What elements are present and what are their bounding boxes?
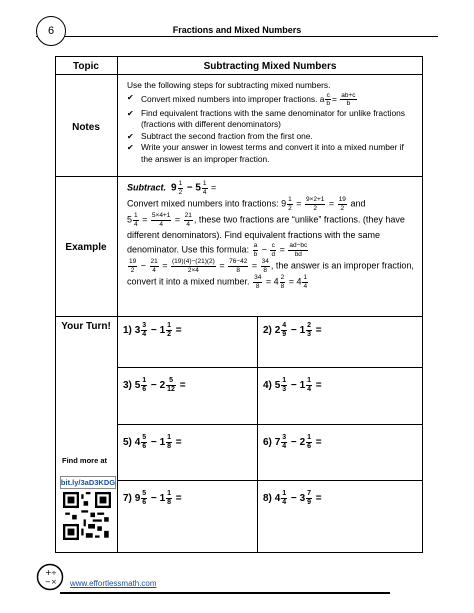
svg-text:−: −	[45, 578, 51, 586]
problem-8: 8) 4 $\frac{1}{4}$ − 3 $\frac{7}{9}$ =	[263, 490, 322, 506]
example-step: $\frac{19}{2}$ − $\frac{21}{4}$ = $\frac{(19)(4)-(21)(2)}{2\times 4}$ = $\frac{76-42}{8}$ = $\frac{34}{8}$ , the answer is an improper fraction, convert it into a mixed number. $\frac{34}{8}$ = 4 $\frac{2}{8}$ = 4 $\frac{1}{4}$	[127, 258, 414, 290]
page-title: Fractions and Mixed Numbers	[172, 25, 302, 35]
svg-text:+: +	[45, 568, 52, 577]
footer-url[interactable]: www.effortlessmath.com	[70, 579, 157, 588]
example-step: 5 $\frac{1}{4}$ = $\frac{5\times 4+1}{4}$ = $\frac{21}{4}$ , these two fractions are “unlike” fractions. (they have different denominators). Find equivalent fractions with the same denominator. Use this formula: $\frac{a}{b}$ − $\frac{c}{d}$ = $\frac{ad-bc}{bd}$	[127, 212, 405, 258]
problem-5: 5) 4 $\frac{5}{6}$ − 1 $\frac{1}{8}$ =	[123, 434, 182, 450]
example-problem: Subtract. 9 $\frac{1}{2}$ − 5 $\frac{1}{4}$ =	[127, 180, 217, 196]
example-label: Example	[65, 242, 107, 253]
problem-4: 4) 5 $\frac{1}{3}$ − 1 $\frac{1}{4}$ =	[263, 377, 322, 393]
problem-7: 7) 9 $\frac{5}{6}$ − 1 $\frac{1}{8}$ =	[123, 490, 182, 506]
notes-content	[127, 80, 417, 165]
header-rule	[36, 36, 438, 37]
problem-1: 1) 3 $\frac{3}{4}$ − 1 $\frac{1}{2}$ =	[123, 322, 182, 338]
grid-divider	[117, 367, 423, 368]
table-divider	[117, 56, 118, 553]
note-step	[127, 142, 417, 165]
check-icon: ✔	[127, 108, 134, 118]
check-icon: ✔	[127, 143, 134, 152]
svg-text:÷: ÷	[51, 569, 57, 577]
grid-divider	[117, 424, 423, 425]
example-step: Convert mixed numbers into fractions: 9 $\frac{1}{2}$ = $\frac{9\times 2+1}{2}$ = $\frac{19}{2}$ and	[127, 196, 366, 212]
note-text: Find equivalent fractions with the same denominator for unlike fractions (fractions with different denominators)	[141, 107, 405, 129]
page-number: 6	[36, 16, 66, 46]
note-text: Convert mixed numbers into improper fractions. a	[141, 93, 325, 104]
example-content	[127, 180, 417, 290]
footer-rule	[60, 592, 390, 594]
check-icon: ✔	[127, 131, 134, 141]
check-icon: ✔	[127, 92, 134, 102]
resource-link[interactable]: bit.ly/3aD3KDG	[60, 478, 116, 487]
subject-header: Subtracting Mixed Numbers	[203, 61, 337, 72]
notes-intro: Use the following steps for subtracting mixed numbers.	[127, 80, 331, 90]
notes-label: Notes	[72, 122, 100, 133]
note-text: Write your answer in lowest terms and convert it into a mixed number if the answer is an improper fraction.	[141, 142, 404, 164]
table-divider	[55, 176, 423, 177]
note-step	[127, 131, 417, 143]
problem-3: 3) 5 $\frac{1}{6}$ − 2 $\frac{5}{12}$ =	[123, 377, 186, 393]
table-divider	[55, 316, 423, 317]
find-more-text: Find more at	[62, 456, 108, 465]
qr-code	[63, 492, 111, 540]
problem-6: 6) 7 $\frac{3}{4}$ − 2 $\frac{1}{6}$ =	[263, 434, 322, 450]
problem-2: 2) 2 $\frac{4}{9}$ − 1 $\frac{2}{3}$ =	[263, 322, 322, 338]
table-divider	[55, 74, 423, 75]
svg-text:×: ×	[51, 578, 57, 586]
note-step: ✔ Convert mixed numbers into improper fractions. a $\frac{c}{b}$ = $\frac{ab+c}{b}$	[127, 91, 356, 107]
your-turn-label: Your Turn!	[61, 321, 111, 332]
note-text: Subtract the second fraction from the first one.	[141, 130, 313, 141]
grid-divider	[257, 316, 258, 553]
note-step	[127, 108, 417, 131]
grid-divider	[117, 480, 423, 481]
topic-header: Topic	[73, 61, 99, 72]
math-logo-icon	[36, 563, 64, 591]
